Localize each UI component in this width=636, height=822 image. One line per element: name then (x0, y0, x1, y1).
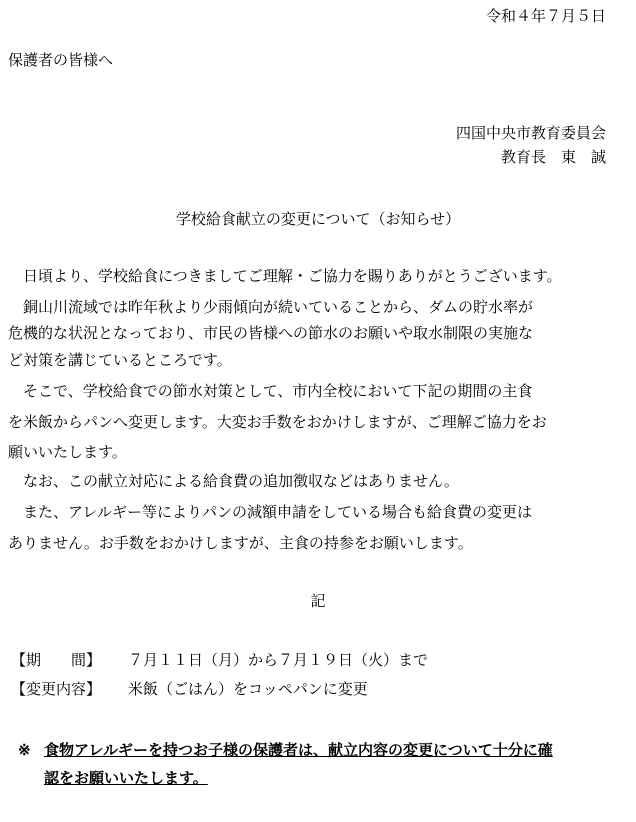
note-mark: ※ (18, 741, 31, 759)
body-line: ど対策を講じているところです。 (8, 351, 232, 369)
body-line: 危機的な状況となっており、市民の皆様への節水のお願いや取水制限の実施な (8, 324, 534, 342)
body-line: ありません。お手数をおかけしますが、主食の持参をお願いします。 (8, 534, 473, 552)
note-line: 食物アレルギーを持つお子様の保護者は、献立内容の変更について十分に確 (44, 741, 553, 759)
body-line: そこで、学校給食での節水対策として、市内全校において下記の期間の主食 (8, 382, 533, 400)
body-line: を米飯からパンへ変更します。大変お手数をおかけしますが、ご理解ご協力をお (8, 413, 547, 431)
body-line: 願いいたします。 (8, 443, 127, 461)
period-label: 【期 間】 (11, 651, 102, 669)
body-line: 日頃より、学校給食につきましてご理解・ご協力を賜りありがとうございます。 (8, 267, 562, 285)
body-line: 銅山川流域では昨年秋より少雨傾向が続いていることから、ダムの貯水率が (8, 298, 534, 316)
change-content-value: 米飯（ごはん）をコッペパンに変更 (128, 680, 368, 698)
note-line: 認をお願いいたします。 (44, 769, 208, 787)
body-line: また、アレルギー等によりパンの減額申請をしている場合も給食費の変更は (8, 503, 533, 521)
recipient-line: 保護者の皆様へ (8, 51, 114, 69)
body-line: なお、この献立対応による給食費の追加徴収などはありません。 (8, 472, 459, 490)
change-content-label: 【変更内容】 (11, 680, 102, 698)
period-value: ７月１１日（月）から７月１９日（火）まで (128, 651, 429, 669)
ki-heading: 記 (310, 592, 326, 610)
document-date: 令和４年７月５日 (485, 7, 606, 25)
document-title: 学校給食献立の変更について（お知らせ） (175, 210, 461, 228)
sender-organization: 四国中央市教育委員会 (455, 124, 606, 142)
sender-name: 教育長 東 誠 (500, 148, 606, 166)
